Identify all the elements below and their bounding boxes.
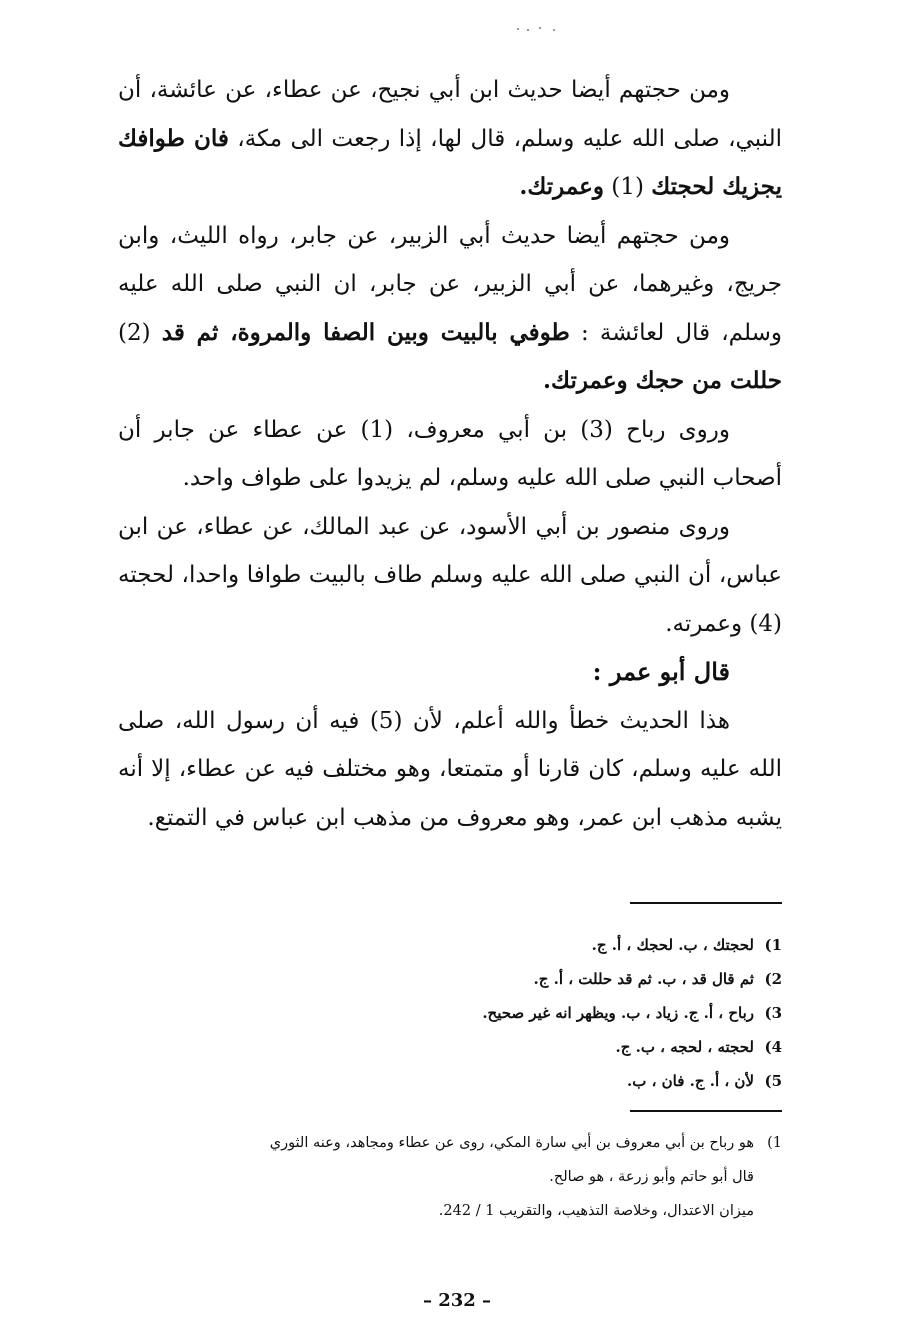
footnote-row — [300, 962, 782, 996]
p2-bold-a: طوفي بالبيت وبين الصفا والمروة، ثم قد — [161, 318, 570, 346]
footnote-text: رباح ، أ. ج. زياد ، ب. ويظهر انه غير صحيح. — [482, 1004, 754, 1022]
footnote-row — [300, 1064, 782, 1098]
bio-footnote — [118, 1126, 782, 1228]
scan-mark — [510, 20, 570, 34]
p1-text-b: (1) — [604, 174, 652, 200]
p1-bold-a: فان طوافك يجزيك لحجتك — [118, 124, 782, 200]
footnote-number: 5) — [764, 1072, 782, 1090]
bio-line-2: قال أبو حاتم وأبو زرعة ، هو صالح. — [549, 1169, 754, 1185]
page-number: – 232 – — [422, 1290, 492, 1311]
paragraph-5: هذا الحديث خطأ والله أعلم، لأن (5) فيه أن رسول الله، صلى الله عليه وسلم، كان قارنا أو متمتعا، وهو مختلف فيه عن عطاء، إلا أنه يشبه مذهب ابن عمر، وهو معروف من مذهب ابن عباس في التمتع. — [118, 707, 782, 831]
paragraph-2 — [118, 212, 782, 406]
bio-number: 1) — [767, 1135, 782, 1151]
bio-divider — [630, 1110, 782, 1112]
p1-bold-b: وعمرتك. — [519, 173, 604, 200]
variant-footnotes — [300, 928, 782, 1098]
main-text — [118, 66, 782, 842]
paragraph-1 — [118, 66, 782, 212]
footnote-text: لأن ، أ. ج. فان ، ب. — [627, 1072, 754, 1090]
footnote-row — [300, 928, 782, 962]
p2-text-a: ومن حجتهم أيضا حديث أبي الزبير، عن جابر، رواه الليث، وابن جريج، وغيرهما، عن أبي الزبير، عن جابر، ان النبي صلى الله عليه وسلم، قال لعائشة : — [118, 222, 782, 346]
footnote-number: 3) — [764, 1004, 782, 1022]
footnote-row — [300, 1030, 782, 1064]
footnote-number: 4) — [764, 1038, 782, 1056]
section-heading: قال أبو عمر : — [592, 657, 730, 686]
footnote-text: لحجتك ، ب. لحجك ، أ. ج. — [591, 936, 754, 954]
paragraph-4: وروى منصور بن أبي الأسود، عن عبد المالك، عن عطاء، عن ابن عباس، أن النبي صلى الله عليه وسلم طاف بالبيت طوافا واحدا، لحجته (4) وعمرته. — [118, 513, 782, 637]
bio-line-3: ميزان الاعتدال، وخلاصة التذهيب، والتقريب 1 / 242. — [438, 1203, 754, 1219]
p2-bold-b: حللت من حجك وعمرتك. — [543, 367, 782, 394]
footnote-text: ثم قال قد ، ب. ثم قد حللت ، أ. ج. — [533, 970, 754, 988]
footnote-number: 2) — [764, 970, 782, 988]
bio-row — [118, 1126, 782, 1160]
footnote-row — [300, 996, 782, 1030]
bio-line-1: هو رباح بن أبي معروف بن أبي سارة المكي، روى عن عطاء ومجاهد، وعنه الثوري — [269, 1135, 754, 1151]
footnote-divider — [630, 902, 782, 904]
p1-text-a: ومن حجتهم أيضا حديث ابن أبي نجيح، عن عطاء، عن عائشة، أن النبي، صلى الله عليه وسلم، قال لها، إذا رجعت الى مكة، — [118, 77, 782, 152]
p2-text-b: (2) — [118, 319, 162, 346]
footnote-text: لحجته ، لحجه ، ب. ج. — [615, 1038, 754, 1056]
paragraph-3: وروى رباح (3) بن أبي معروف، (1) عن عطاء عن جابر أن أصحاب النبي صلى الله عليه وسلم، لم يزيدوا على طواف واحد. — [118, 416, 782, 491]
footnote-number: 1) — [764, 936, 782, 954]
